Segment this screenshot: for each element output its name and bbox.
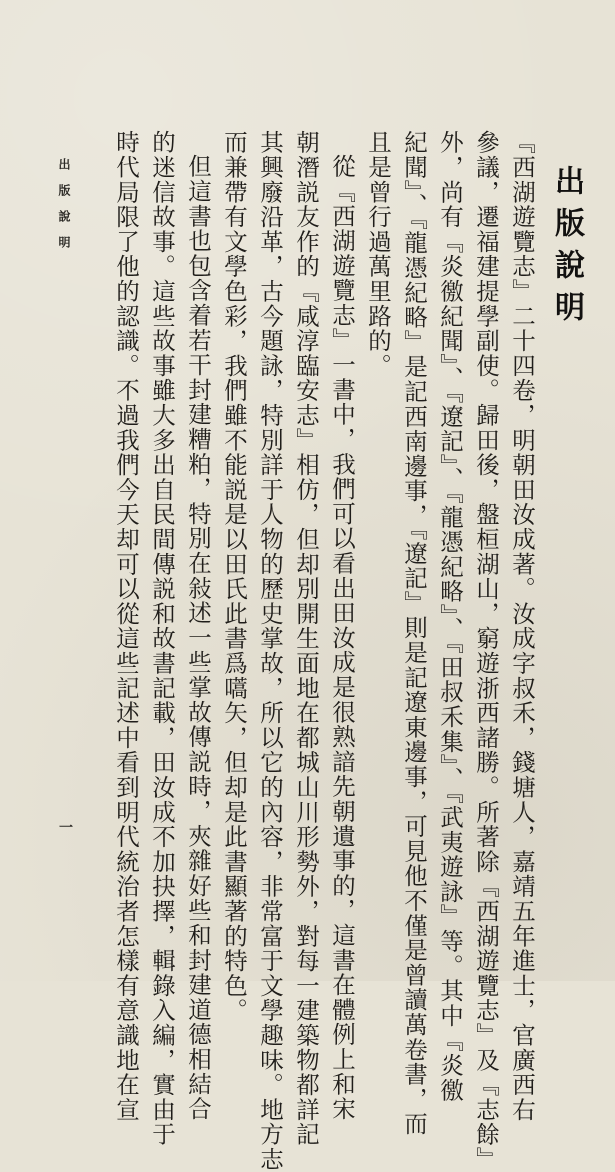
- text-column: 但這書也包含着若干封建糟粕，特別在敍述一些掌故傳説時，夾雜好些和封建道德相結合: [184, 154, 212, 1122]
- page-number: 一: [57, 820, 73, 834]
- text-column: 紀聞』、『龍憑紀略』是記西南邊事，『遼記』則是記遼東邊事，可見他不僅是曾讀萬卷書，而: [400, 130, 428, 1137]
- text-column: 朝潛説友作的『咸淳臨安志』相仿，但却別開生面地在都城山川形勢外，對每一建築物都詳記: [292, 130, 320, 1147]
- text-column: 其興廢沿革，古今題詠，特別詳于人物的歷史掌故，所以它的內容，非常富于文學趣味。地方志: [256, 130, 284, 1172]
- text-column: 從『西湖遊覽志』一書中，我們可以看出田汝成是很熟諳先朝遺事的，這書在體例上和宋: [328, 154, 356, 1122]
- text-column: 參議，遷福建提學副使。歸田後，盤桓湖山，窮遊浙西諸勝。所著除『西湖遊覽志』及『志餘』: [472, 130, 500, 1172]
- text-column: 『西湖遊覽志』二十四卷，明朝田汝成著。汝成字叔禾，錢塘人，嘉靖五年進士，官廣西右: [508, 130, 536, 1122]
- text-column: 且是曾行過萬里路的。: [364, 130, 392, 378]
- text-column: 而兼帶有文學色彩，我們雖不能説是以田氏此書爲嚆矢，但却是此書顯著的特色。: [220, 130, 248, 1023]
- page-title: 出版說明: [549, 165, 584, 333]
- text-column: 時代局限了他的認識。不過我們今天却可以從這些記述中看到明代統治者怎樣有意識地在宣: [112, 130, 140, 1122]
- text-column: 外，尚有『炎徼紀聞』、『遼記』、『龍憑紀略』、『田叔禾集』、『武夷遊詠』等。其中『炎徼: [436, 130, 464, 1103]
- running-title: 出版說明: [57, 158, 71, 262]
- text-column: 的迷信故事。這些故事雖大多出自民間傳説和故書記載，田汝成不加抉擇，輯錄入編，實由于: [148, 130, 176, 1147]
